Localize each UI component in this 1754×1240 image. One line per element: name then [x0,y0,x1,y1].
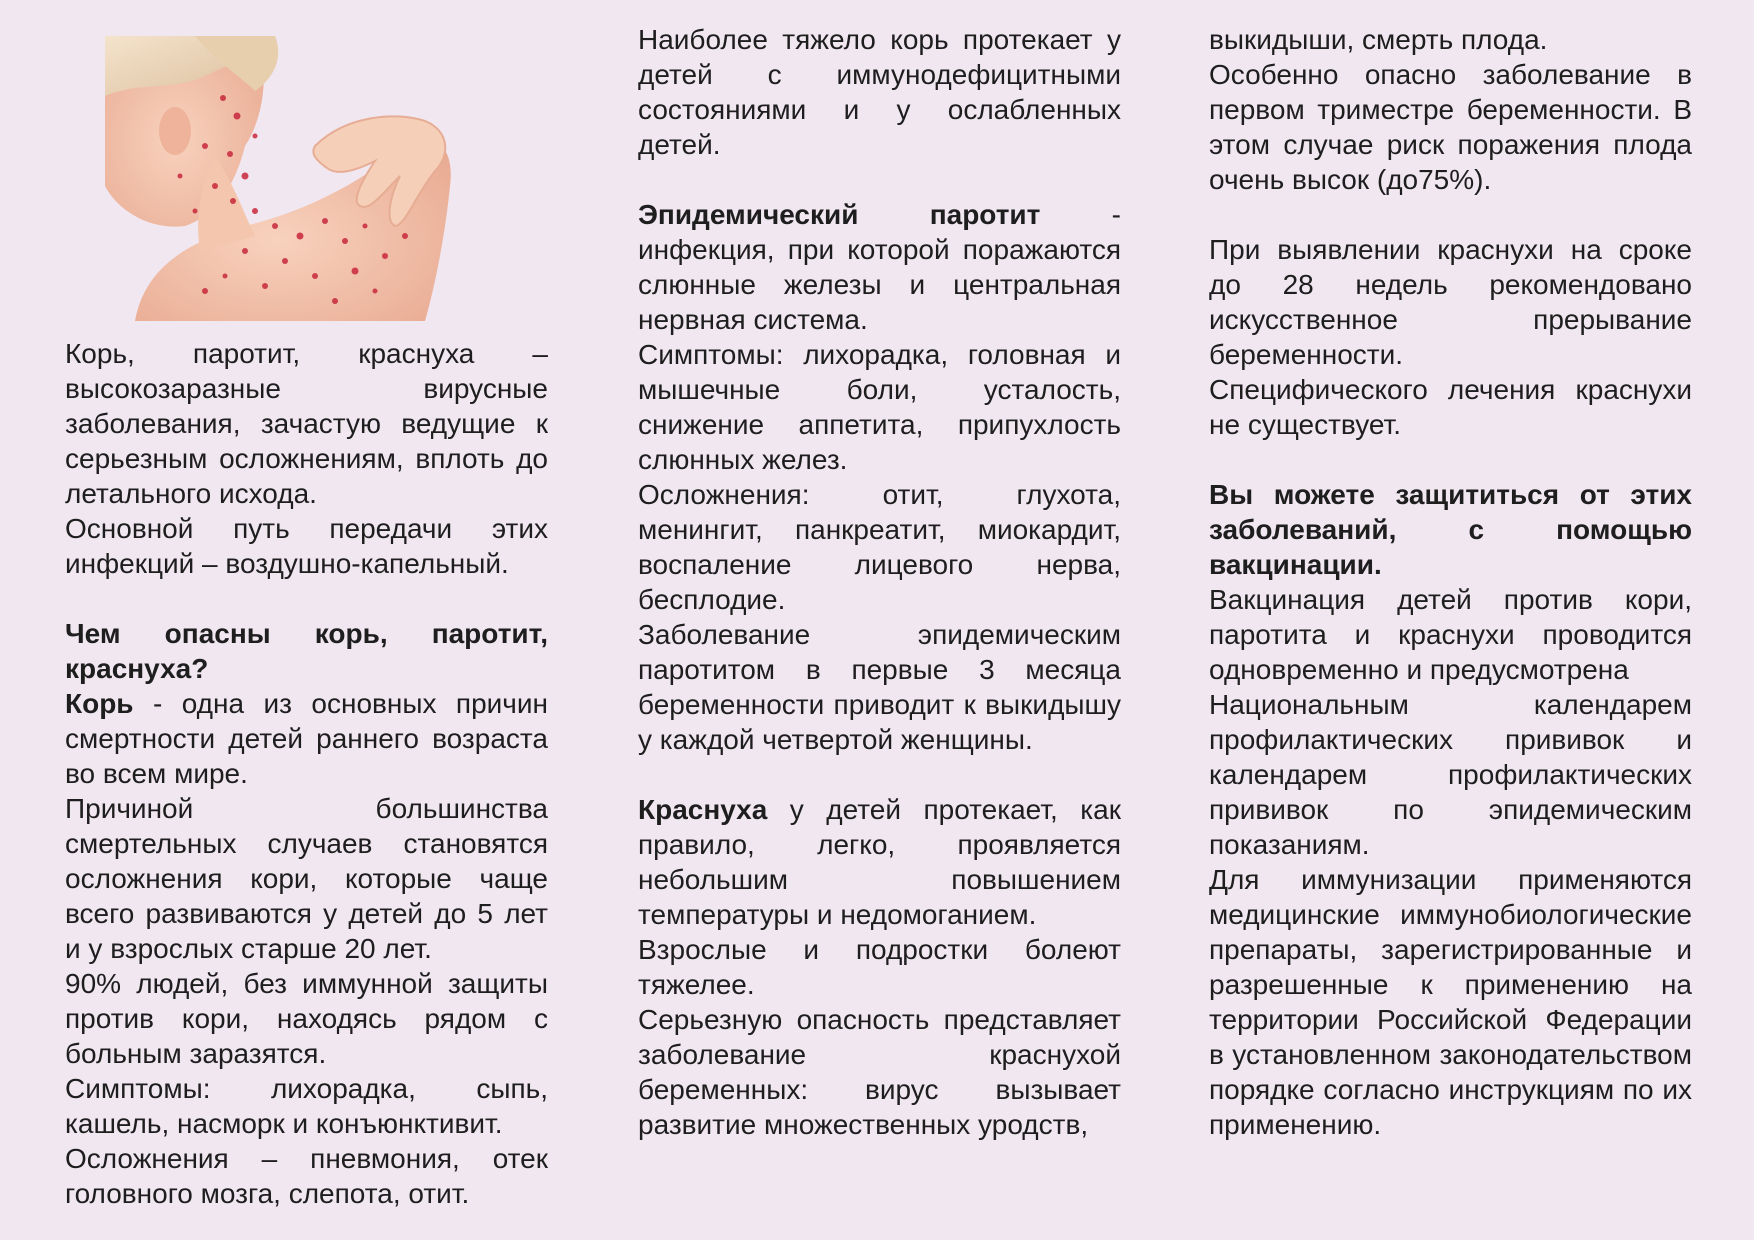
rubella-continued-paragraph: выкидыши, смерть плода. [1209,24,1548,55]
mumps-pregnancy-paragraph: Заболевание эпидемическим паротитом в первые 3 месяца беременности приводит к выкидышу у каждой четвертой женщины. [638,619,1121,755]
vaccination-heading: Вы можете защититься от этих заболеваний, с помощью вакцинации. [1209,479,1692,580]
measles-severe-paragraph: Наиболее тяжело корь протекает у детей с иммунодефицитными состояниями и у ослабленных детей. [638,24,1121,160]
immunization-paragraph: Для иммунизации применяются медицинские иммунобиологические препараты, зарегистрированные и разрешенные к применению на территории Российской Федерации в установленном законодательством порядке согласно инструкциям по их применению. [1209,864,1692,1140]
rubella-treatment-paragraph: Специфического лечения краснухи не существует. [1209,374,1692,440]
column-middle [638,22,1121,1142]
measles-term: Корь [65,688,134,719]
measles-symptoms-paragraph: Симптомы: лихорадка, сыпь, кашель, насморк и конъюнктивит. [65,1073,548,1139]
dangers-heading: Чем опасны корь, паротит, краснуха? [65,618,548,684]
measles-90-paragraph: 90% людей, без иммунной защиты против кори, находясь рядом с больным заразятся. [65,968,548,1069]
measles-paragraph: Корь - одна из основных причин смертности детей раннего возраста во всем мире. [65,688,548,789]
column-left [65,336,548,1211]
column-right [1209,22,1692,1142]
rubella-danger-paragraph: Серьезную опасность представляет заболевание краснухой беременных: вирус вызывает развитие множественных уродств, [638,1004,1121,1140]
rubella-adults-paragraph: Взрослые и подростки болеют тяжелее. [638,934,1121,1000]
calendar-paragraph: Национальным календарем профилактических прививок и календарем профилактических прививок по эпидемическим показаниям. [1209,689,1692,860]
vaccination-paragraph: Вакцинация детей против кори, паротита и краснухи проводится одновременно и предусмотрена [1209,584,1692,685]
measles-complications-paragraph: Осложнения – пневмония, отек головного мозга, слепота, отит. [65,1143,548,1209]
child-rash-photo [105,36,485,321]
rubella-paragraph: Краснуха у детей протекает, как правило, легко, проявляется небольшим повышением температуры и недомоганием. [638,794,1121,930]
rubella-trimester-paragraph: Особенно опасно заболевание в первом триместре беременности. В этом случае риск поражения плода очень высок (до75%). [1209,59,1692,195]
rubella-detection-paragraph: При выявлении краснухи на сроке до 28 недель рекомендовано искусственное прерывание беременности. [1209,234,1692,370]
intro-paragraph: Корь, паротит, краснуха – высокозаразные вирусные заболевания, зачастую ведущие к серьезным осложнениям, вплоть до летального исхода. [65,338,548,509]
mumps-symptoms-paragraph: Симптомы: лихорадка, головная и мышечные боли, усталость, снижение аппетита, припухлость слюнных желез. [638,339,1121,475]
transmission-paragraph: Основной путь передачи этих инфекций – воздушно-капельный. [65,513,548,579]
mumps-complications-paragraph: Осложнения: отит, глухота, менингит, панкреатит, миокардит, воспаление лицевого нерва, бесплодие. [638,479,1121,615]
measles-causes-paragraph: Причиной большинства смертельных случаев становятся осложнения кори, которые чаще всего развиваются у детей до 5 лет и у взрослых старше 20 лет. [65,793,548,964]
rubella-term: Краснуха [638,794,768,825]
mumps-paragraph: Эпидемический паротит - инфекция, при которой поражаются слюнные железы и центральная нервная система. [638,199,1121,335]
mumps-term: Эпидемический паротит [638,199,1041,230]
